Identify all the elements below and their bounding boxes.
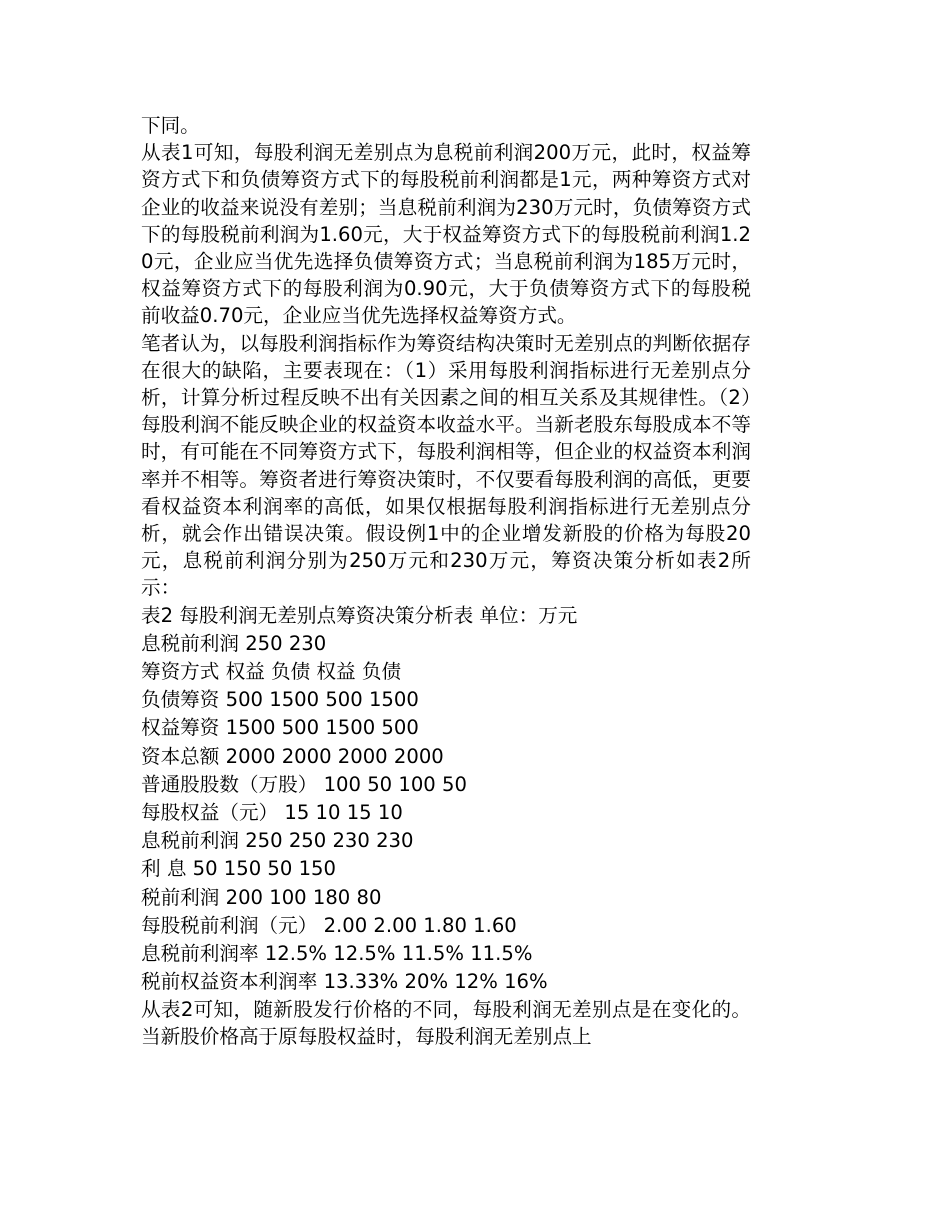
- table-row: 权益筹资 1500 500 1500 500: [141, 716, 419, 740]
- table-row: 利 息 50 150 50 150: [141, 857, 336, 881]
- table-row: 每股税前利润（元） 2.00 2.00 1.80 1.60: [141, 913, 517, 937]
- table-row: 资本总额 2000 2000 2000 2000: [141, 744, 444, 768]
- table-row: 筹资方式 权益 负债 权益 负债: [141, 660, 402, 684]
- document-page: [141, 112, 751, 1051]
- paragraph-closing: 从表2可知，随新股发行价格的不同，每股利润无差别点是在变化的。当新股价格高于原每股权益时，每股利润无差别点上: [141, 998, 751, 1049]
- paragraph-table1-analysis: 从表1可知，每股利润无差别点为息税前利润200万元，此时，权益筹资方式下和负债筹资方式下的每股税前利润都是1元，两种筹资方式对企业的收益来说没有差别；当息税前利润为230万元时，负债筹资方式下的每股税前利润为1.60元，大于权益筹资方式下的每股税前利润1.20元，企业应当优先选择负债筹资方式；当息税前利润为185万元时，权益筹资方式下的每股利润为0.90元，大于负债筹资方式下的每股税前收益0.70元，企业应当优先选择权益筹资方式。: [141, 141, 751, 328]
- table-row: 息税前利润 250 250 230 230: [141, 829, 414, 853]
- table-row: 每股权益（元） 15 10 15 10: [141, 800, 403, 824]
- table-row: 税前利润 200 100 180 80: [141, 885, 382, 909]
- table-row: 负债筹资 500 1500 500 1500: [141, 688, 419, 712]
- table-row: 息税前利润 250 230: [141, 631, 327, 655]
- table-2: [141, 602, 751, 997]
- table-title: 表2 每股利润无差别点筹资决策分析表 单位：万元: [141, 603, 578, 627]
- paragraph-continuation: 下同。: [141, 114, 200, 137]
- table-row: 普通股股数（万股） 100 50 100 50: [141, 772, 467, 796]
- table-row: 税前权益资本利润率 13.33% 20% 12% 16%: [141, 970, 548, 994]
- paragraph-author-view: 笔者认为，以每股利润指标作为筹资结构决策时无差别点的判断依据存在很大的缺陷，主要表现在：（1）采用每股利润指标进行无差别点分析，计算分析过程反映不出有关因素之间的相互关系及其规律性。（2）每股利润不能反映企业的权益资本收益水平。当新老股东每股成本不等时，有可能在不同筹资方式下，每股利润相等，但企业的权益资本利润率并不相等。筹资者进行筹资决策时，不仅要看每股利润的高低，更要看权益资本利润率的高低，如果仅根据每股利润指标进行无差别点分析，就会作出错误决策。假设例1中的企业增发新股的价格为每股20元，息税前利润分别为250万元和230万元，筹资决策分析如表2所示：: [141, 331, 751, 600]
- table-row: 息税前利润率 12.5% 12.5% 11.5% 11.5%: [141, 941, 533, 965]
